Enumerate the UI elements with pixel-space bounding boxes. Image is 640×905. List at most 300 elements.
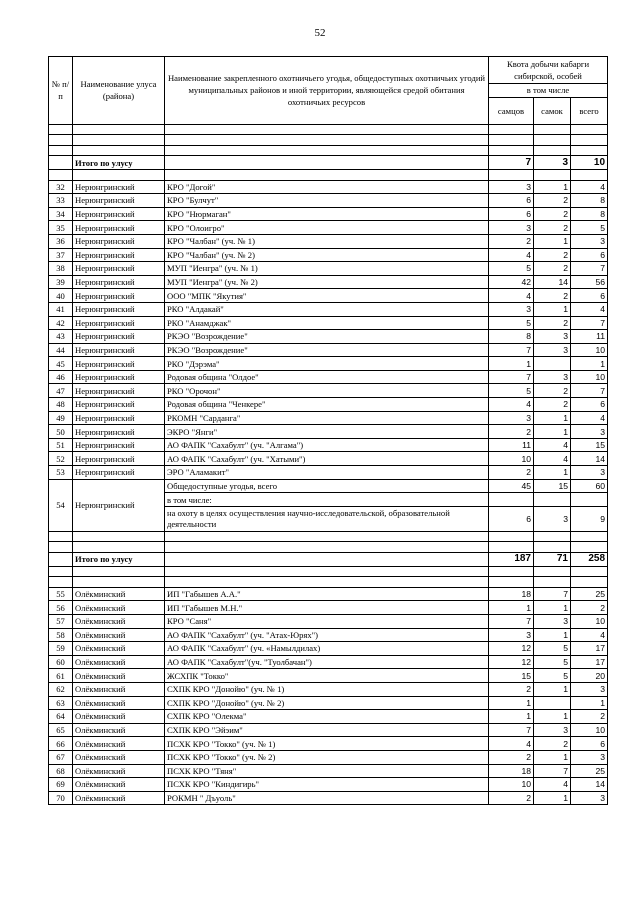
males-count: 5 <box>489 316 534 330</box>
empty-cell <box>571 135 608 146</box>
empty-cell <box>49 566 73 577</box>
district-name: Нерюнгринский <box>73 275 165 289</box>
row-number: 53 <box>49 466 73 480</box>
row-number: 68 <box>49 764 73 778</box>
district-name: Нерюнгринский <box>73 207 165 221</box>
row-number: 63 <box>49 696 73 710</box>
empty-cell <box>73 566 165 577</box>
hunting-area-name: РКЭО "Возрождение" <box>165 330 489 344</box>
males-count: 6 <box>489 194 534 208</box>
table-row <box>49 180 608 194</box>
males-count: 42 <box>489 275 534 289</box>
empty-cell <box>534 124 571 135</box>
hunting-area-name: МУП "Иенгра" (уч. № 2) <box>165 275 489 289</box>
row-number: 67 <box>49 750 73 764</box>
empty-cell <box>534 577 571 588</box>
hunting-area-name: СХПК КРО "Эйэим" <box>165 723 489 737</box>
total-males: 7 <box>489 156 534 170</box>
header-including: в том числе <box>489 84 608 98</box>
empty-cell <box>534 566 571 577</box>
males-count: 7 <box>489 343 534 357</box>
males-count: 15 <box>489 669 534 683</box>
females-count: 5 <box>534 642 571 656</box>
empty-cell <box>571 169 608 180</box>
total-count: 14 <box>571 778 608 792</box>
district-name: Олёкминский <box>73 655 165 669</box>
row-number: 42 <box>49 316 73 330</box>
hunting-area-name: КРО "Олоигро" <box>165 221 489 235</box>
total-label: Итого по улусу <box>73 553 165 567</box>
empty-cell <box>49 531 73 542</box>
hunting-area-name: РОКМН " Дъуоль" <box>165 791 489 805</box>
hunting-area-name: РКО "Орочон" <box>165 384 489 398</box>
total-all: 258 <box>571 553 608 567</box>
quota-table-body <box>49 57 608 805</box>
hunting-area-name: ПСХК КРО "Киндигирь" <box>165 778 489 792</box>
table-row <box>49 628 608 642</box>
hunting-area-name: Родовая община "Олдое" <box>165 370 489 384</box>
females-count: 4 <box>534 452 571 466</box>
table-row <box>49 398 608 412</box>
empty-cell <box>73 145 165 156</box>
empty-cell <box>73 135 165 146</box>
empty-cell <box>165 553 489 567</box>
females-count: 15 <box>534 479 571 493</box>
males-count: 6 <box>489 506 534 531</box>
district-name: Олёкминский <box>73 628 165 642</box>
females-count: 3 <box>534 506 571 531</box>
empty-cell <box>49 169 73 180</box>
district-name: Нерюнгринский <box>73 194 165 208</box>
total-count: 3 <box>571 791 608 805</box>
hunting-area-name: ИП "Габышев М.Н." <box>165 601 489 615</box>
empty-cell <box>165 156 489 170</box>
table-row <box>49 479 608 493</box>
row-number: 62 <box>49 682 73 696</box>
females-count: 1 <box>534 791 571 805</box>
hunting-area-name: КРО "Нюрмаган" <box>165 207 489 221</box>
district-name: Олёкминский <box>73 750 165 764</box>
females-count: 1 <box>534 682 571 696</box>
total-count: 10 <box>571 723 608 737</box>
district-name: Нерюнгринский <box>73 180 165 194</box>
empty-cell <box>73 542 165 553</box>
hunting-area-name: ПСХК КРО "Токко" (уч. № 1) <box>165 737 489 751</box>
hunting-area-name: АО ФАПК "Сахабулт" (уч. "Алгама") <box>165 438 489 452</box>
hunting-area-name: Общедоступные угодья, всего <box>165 479 489 493</box>
district-name: Олёкминский <box>73 601 165 615</box>
table-row <box>49 614 608 628</box>
hunting-area-name: КРО "Саня" <box>165 614 489 628</box>
females-count: 2 <box>534 316 571 330</box>
row-number: 45 <box>49 357 73 371</box>
total-count: 8 <box>571 207 608 221</box>
empty-cell <box>165 566 489 577</box>
page-number: 52 <box>314 27 326 39</box>
blank-row <box>49 145 608 156</box>
district-name: Нерюнгринский <box>73 248 165 262</box>
total-count: 2 <box>571 710 608 724</box>
row-number: 54 <box>49 479 73 531</box>
empty-cell <box>534 169 571 180</box>
table-row <box>49 234 608 248</box>
empty-cell <box>489 124 534 135</box>
district-name: Нерюнгринский <box>73 330 165 344</box>
district-name: Олёкминский <box>73 669 165 683</box>
district-name: Нерюнгринский <box>73 316 165 330</box>
table-row <box>49 764 608 778</box>
females-count: 2 <box>534 737 571 751</box>
females-count: 1 <box>534 411 571 425</box>
row-number: 40 <box>49 289 73 303</box>
total-count: 6 <box>571 398 608 412</box>
hunting-area-name: КРО "Догой" <box>165 180 489 194</box>
table-row <box>49 669 608 683</box>
row-number: 47 <box>49 384 73 398</box>
district-name: Олёкминский <box>73 764 165 778</box>
district-name: Нерюнгринский <box>73 452 165 466</box>
hunting-area-name: Родовая община "Ченкере" <box>165 398 489 412</box>
hunting-area-name: АО ФАПК "Сахабулт"(уч. "Туолбачан") <box>165 655 489 669</box>
hunting-area-name: ООО "МПК "Якутия" <box>165 289 489 303</box>
total-males: 187 <box>489 553 534 567</box>
males-count: 6 <box>489 207 534 221</box>
hunting-area-name: КРО "Чалбан" (уч. № 1) <box>165 234 489 248</box>
table-row <box>49 262 608 276</box>
empty-cell <box>165 135 489 146</box>
females-count: 1 <box>534 750 571 764</box>
district-name: Нерюнгринский <box>73 370 165 384</box>
empty-cell <box>73 124 165 135</box>
hunting-area-name: ПСХК КРО "Токко" (уч. № 2) <box>165 750 489 764</box>
row-number: 37 <box>49 248 73 262</box>
hunting-area-name: КРО "Булчут" <box>165 194 489 208</box>
district-name: Нерюнгринский <box>73 479 165 531</box>
table-row <box>49 425 608 439</box>
females-count: 1 <box>534 628 571 642</box>
empty-cell <box>49 124 73 135</box>
total-count: 11 <box>571 330 608 344</box>
district-name: Нерюнгринский <box>73 384 165 398</box>
hunting-area-name: МУП "Иенгра" (уч. № 1) <box>165 262 489 276</box>
total-females: 3 <box>534 156 571 170</box>
males-count: 10 <box>489 452 534 466</box>
table-row <box>49 357 608 371</box>
total-count: 2 <box>571 601 608 615</box>
total-count: 3 <box>571 682 608 696</box>
empty-cell <box>49 577 73 588</box>
table-row <box>49 682 608 696</box>
district-name: Олёкминский <box>73 614 165 628</box>
table-row <box>49 370 608 384</box>
females-count: 2 <box>534 194 571 208</box>
males-count: 12 <box>489 642 534 656</box>
row-number: 69 <box>49 778 73 792</box>
total-count: 14 <box>571 452 608 466</box>
table-row <box>49 302 608 316</box>
females-count: 1 <box>534 466 571 480</box>
table-row <box>49 587 608 601</box>
table-row <box>49 710 608 724</box>
table-row <box>49 655 608 669</box>
empty-cell <box>489 566 534 577</box>
total-label: Итого по улусу <box>73 156 165 170</box>
males-count: 3 <box>489 628 534 642</box>
hunting-area-name: РКО "Анамджак" <box>165 316 489 330</box>
empty-cell <box>165 169 489 180</box>
males-count: 18 <box>489 764 534 778</box>
hunting-area-name: АО ФАПК "Сахабулт" (уч. «Намылдилах) <box>165 642 489 656</box>
quota-table <box>48 56 608 805</box>
header-num: № п/п <box>49 57 73 125</box>
row-number: 51 <box>49 438 73 452</box>
total-count: 25 <box>571 587 608 601</box>
hunting-area-name: СХПК КРО "Донойю" (уч. № 2) <box>165 696 489 710</box>
empty-cell <box>165 531 489 542</box>
empty-cell <box>73 577 165 588</box>
females-count: 3 <box>534 330 571 344</box>
males-count: 4 <box>489 289 534 303</box>
total-count: 7 <box>571 262 608 276</box>
row-number: 36 <box>49 234 73 248</box>
females-count: 2 <box>534 398 571 412</box>
females-count: 3 <box>534 370 571 384</box>
district-name: Олёкминский <box>73 587 165 601</box>
table-row <box>49 452 608 466</box>
district-name: Нерюнгринский <box>73 398 165 412</box>
table-row <box>49 642 608 656</box>
females-count: 2 <box>534 262 571 276</box>
total-count: 7 <box>571 384 608 398</box>
total-count: 17 <box>571 655 608 669</box>
empty-cell <box>534 145 571 156</box>
empty-cell <box>571 124 608 135</box>
females-count: 2 <box>534 384 571 398</box>
table-row <box>49 275 608 289</box>
row-number: 44 <box>49 343 73 357</box>
empty-cell <box>73 169 165 180</box>
females-count <box>534 493 571 507</box>
females-count: 3 <box>534 343 571 357</box>
hunting-area-name: СХПК КРО "Донойю" (уч. № 1) <box>165 682 489 696</box>
total-count: 20 <box>571 669 608 683</box>
table-row <box>49 601 608 615</box>
total-count: 4 <box>571 180 608 194</box>
females-count: 5 <box>534 669 571 683</box>
males-count: 1 <box>489 710 534 724</box>
hunting-area-name: АО ФАПК "Сахабулт" (уч. "Атах-Юрях") <box>165 628 489 642</box>
district-name: Олёкминский <box>73 682 165 696</box>
row-number: 57 <box>49 614 73 628</box>
district-name: Олёкминский <box>73 791 165 805</box>
total-count: 10 <box>571 343 608 357</box>
total-count <box>571 493 608 507</box>
district-name: Нерюнгринский <box>73 289 165 303</box>
empty-cell <box>73 531 165 542</box>
header-total: всего <box>571 97 608 124</box>
females-count: 1 <box>534 710 571 724</box>
males-count: 7 <box>489 614 534 628</box>
empty-cell <box>49 553 73 567</box>
table-row <box>49 723 608 737</box>
district-name: Нерюнгринский <box>73 357 165 371</box>
table-row <box>49 343 608 357</box>
total-count: 4 <box>571 302 608 316</box>
blank-row <box>49 542 608 553</box>
row-number: 65 <box>49 723 73 737</box>
males-count: 11 <box>489 438 534 452</box>
table-row <box>49 778 608 792</box>
hunting-area-name: СХПК КРО "Олекма" <box>165 710 489 724</box>
row-number: 60 <box>49 655 73 669</box>
males-count: 5 <box>489 384 534 398</box>
males-count: 10 <box>489 778 534 792</box>
row-number: 49 <box>49 411 73 425</box>
header-area: Наименование закрепленного охотничьего угодья, общедоступных охотничьих угодий муниципальных районов и иной территории, являющейся средой обитания охотничьих ресурсов <box>165 57 489 125</box>
row-number: 64 <box>49 710 73 724</box>
hunting-area-name: на охоту в целях осуществления научно-исследовательской, образовательной деятельности <box>165 506 489 531</box>
district-name: Нерюнгринский <box>73 234 165 248</box>
empty-cell <box>534 542 571 553</box>
males-count: 2 <box>489 682 534 696</box>
total-count: 4 <box>571 411 608 425</box>
total-count: 10 <box>571 370 608 384</box>
total-count: 3 <box>571 466 608 480</box>
empty-cell <box>571 577 608 588</box>
males-count: 2 <box>489 234 534 248</box>
district-name: Олёкминский <box>73 723 165 737</box>
males-count: 1 <box>489 601 534 615</box>
females-count: 2 <box>534 248 571 262</box>
row-number: 32 <box>49 180 73 194</box>
total-count: 5 <box>571 221 608 235</box>
blank-row <box>49 169 608 180</box>
males-count <box>489 493 534 507</box>
females-count: 4 <box>534 778 571 792</box>
blank-row <box>49 566 608 577</box>
row-number: 35 <box>49 221 73 235</box>
empty-cell <box>534 135 571 146</box>
hunting-area-name: ЭКРО "Янги" <box>165 425 489 439</box>
row-number: 39 <box>49 275 73 289</box>
females-count: 1 <box>534 425 571 439</box>
hunting-area-name: ПСХК КРО "Тяня" <box>165 764 489 778</box>
empty-cell <box>165 542 489 553</box>
males-count: 18 <box>489 587 534 601</box>
empty-cell <box>489 169 534 180</box>
total-count: 3 <box>571 234 608 248</box>
row-number: 34 <box>49 207 73 221</box>
males-count: 2 <box>489 791 534 805</box>
males-count: 12 <box>489 655 534 669</box>
total-count: 10 <box>571 614 608 628</box>
table-row <box>49 316 608 330</box>
empty-cell <box>571 566 608 577</box>
table-row <box>49 696 608 710</box>
district-name: Нерюнгринский <box>73 466 165 480</box>
row-number: 50 <box>49 425 73 439</box>
hunting-area-name: ИП "Габышев А.А." <box>165 587 489 601</box>
empty-cell <box>49 145 73 156</box>
males-count: 45 <box>489 479 534 493</box>
empty-cell <box>49 135 73 146</box>
district-name: Олёкминский <box>73 710 165 724</box>
empty-cell <box>571 542 608 553</box>
empty-cell <box>489 135 534 146</box>
females-count <box>534 696 571 710</box>
total-count: 17 <box>571 642 608 656</box>
empty-cell <box>489 145 534 156</box>
table-row <box>49 248 608 262</box>
females-count: 2 <box>534 221 571 235</box>
hunting-area-name: АО ФАПК "Сахабулт" (уч. "Хатыми") <box>165 452 489 466</box>
district-name: Нерюнгринский <box>73 425 165 439</box>
total-count: 7 <box>571 316 608 330</box>
empty-cell <box>165 124 489 135</box>
females-count: 3 <box>534 614 571 628</box>
header-females: самок <box>534 97 571 124</box>
males-count: 2 <box>489 425 534 439</box>
hunting-area-name: РКОМН "Сарданга" <box>165 411 489 425</box>
males-count: 4 <box>489 248 534 262</box>
table-row <box>49 411 608 425</box>
females-count: 14 <box>534 275 571 289</box>
females-count: 4 <box>534 438 571 452</box>
total-count: 3 <box>571 750 608 764</box>
table-row <box>49 737 608 751</box>
total-row <box>49 553 608 567</box>
males-count: 3 <box>489 302 534 316</box>
table-row <box>49 330 608 344</box>
total-count: 8 <box>571 194 608 208</box>
males-count: 1 <box>489 357 534 371</box>
row-number: 66 <box>49 737 73 751</box>
total-count: 25 <box>571 764 608 778</box>
row-number: 56 <box>49 601 73 615</box>
empty-cell <box>489 577 534 588</box>
header-district: Наименование улуса (района) <box>73 57 165 125</box>
empty-cell <box>49 542 73 553</box>
table-row <box>49 384 608 398</box>
district-name: Нерюнгринский <box>73 262 165 276</box>
district-name: Олёкминский <box>73 778 165 792</box>
empty-cell <box>489 542 534 553</box>
females-count <box>534 357 571 371</box>
females-count: 1 <box>534 234 571 248</box>
table-row <box>49 207 608 221</box>
empty-cell <box>165 145 489 156</box>
total-count: 3 <box>571 425 608 439</box>
hunting-area-name: РКЭО "Возрождение" <box>165 343 489 357</box>
table-row <box>49 750 608 764</box>
males-count: 7 <box>489 370 534 384</box>
district-name: Олёкминский <box>73 737 165 751</box>
empty-cell <box>49 156 73 170</box>
hunting-area-name: РКО "Дэрэма" <box>165 357 489 371</box>
table-row <box>49 221 608 235</box>
table-row <box>49 194 608 208</box>
row-number: 46 <box>49 370 73 384</box>
row-number: 41 <box>49 302 73 316</box>
row-number: 48 <box>49 398 73 412</box>
district-name: Нерюнгринский <box>73 438 165 452</box>
males-count: 2 <box>489 466 534 480</box>
empty-cell <box>489 531 534 542</box>
males-count: 7 <box>489 723 534 737</box>
total-count: 60 <box>571 479 608 493</box>
blank-row <box>49 124 608 135</box>
table-row <box>49 791 608 805</box>
